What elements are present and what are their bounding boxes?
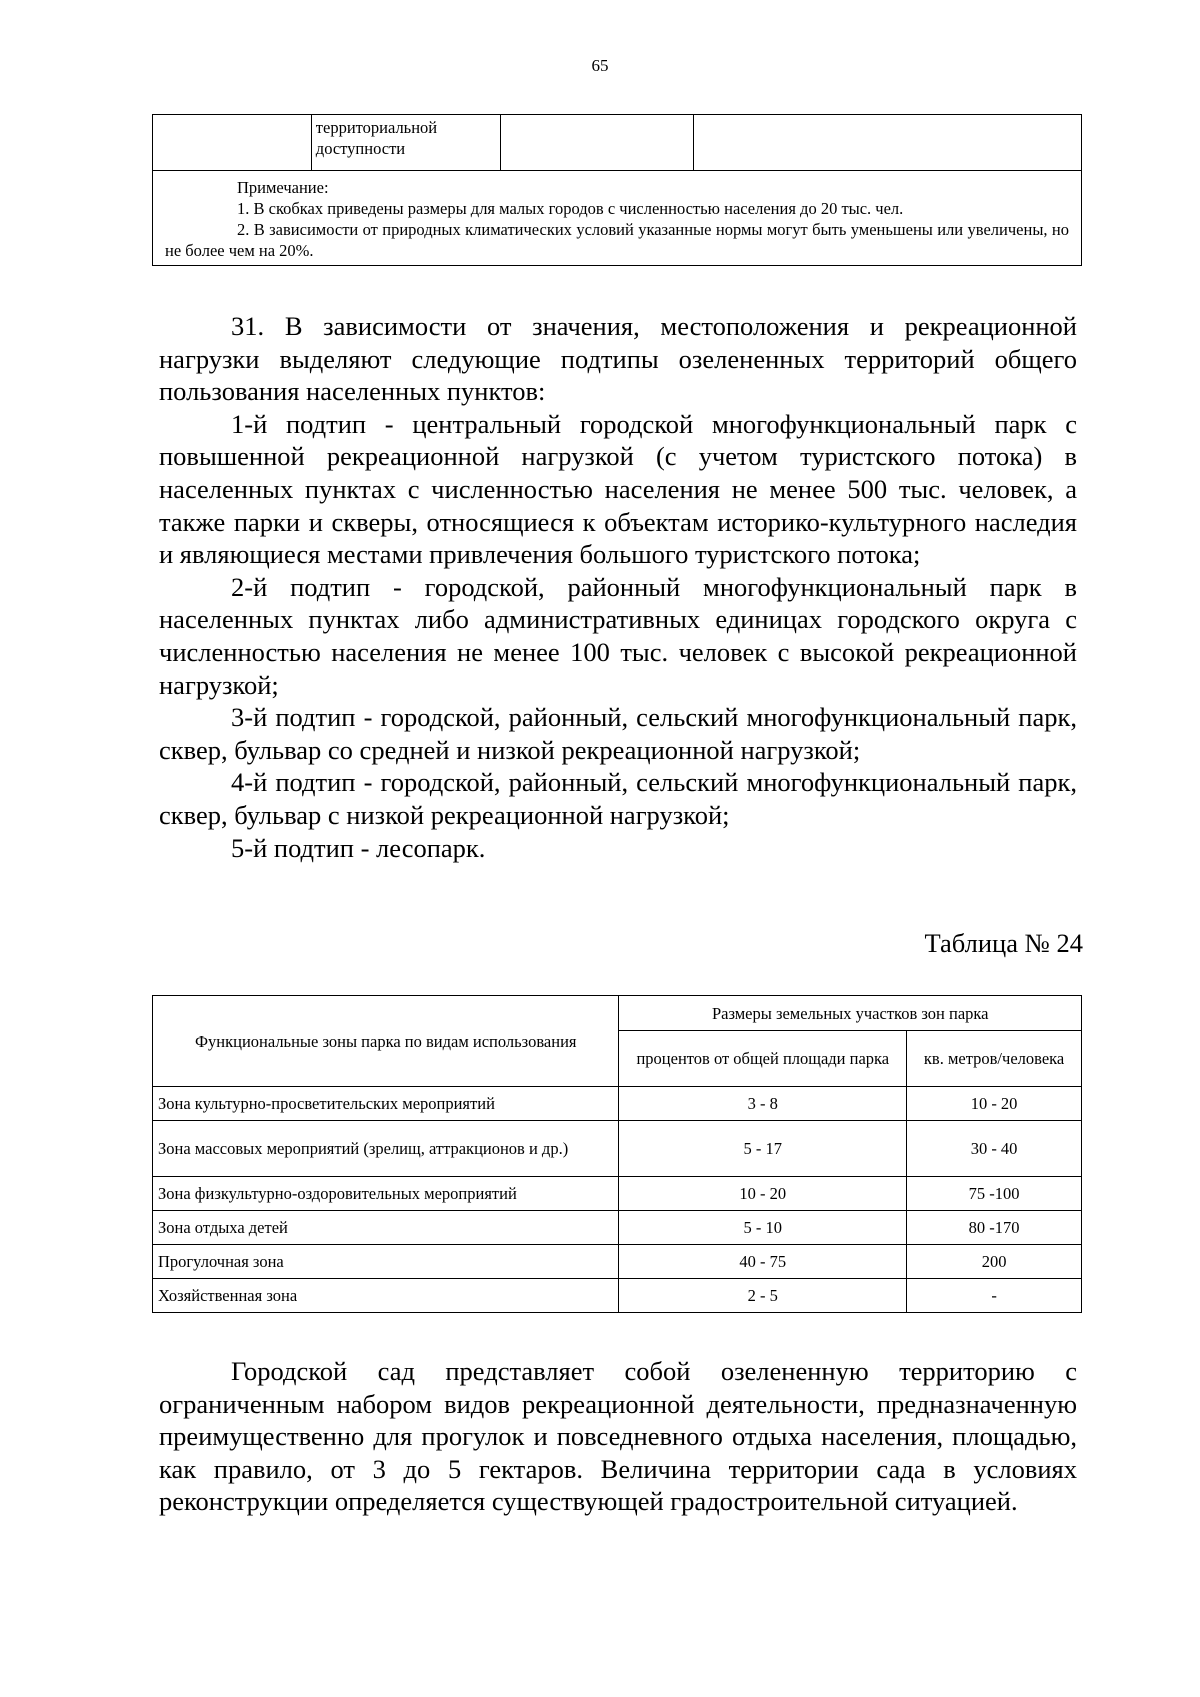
continued-table	[152, 114, 1082, 266]
paragraph-subtype-4: 4-й подтип - городской, районный, сельский многофункциональный парк, сквер, бульвар с низкой рекреационной нагрузкой;	[159, 767, 1077, 830]
percent-cell: 3 - 8	[619, 1087, 907, 1121]
zone-cell: Зона физкультурно-оздоровительных мероприятий	[153, 1177, 619, 1211]
paragraph-city-garden: Городской сад представляет собой озелененную территорию с ограниченным набором видов рекреационной деятельности, предназначенную преимущественно для прогулок и повседневного отдыха населения, площадью, как правило, от 3 до 5 гектаров. Величина территории сада в условиях реконструкции определяется существующей градостроительной ситуацией.	[159, 1356, 1077, 1517]
table-row	[153, 1177, 1082, 1211]
zone-cell: Зона отдыха детей	[153, 1211, 619, 1245]
note-line-1: 1. В скобках приведены размеры для малых городов с численностью населения до 20 тыс. чел.	[237, 199, 904, 218]
table-row	[153, 115, 1082, 171]
percent-cell: 5 - 10	[619, 1211, 907, 1245]
table-row	[153, 1087, 1082, 1121]
header-zones: Функциональные зоны парка по видам использования	[153, 996, 619, 1087]
table-24	[152, 995, 1082, 1313]
table-row	[153, 1121, 1082, 1177]
paragraph-subtype-3: 3-й подтип - городской, районный, сельский многофункциональный парк, сквер, бульвар со средней и низкой рекреационной нагрузкой;	[159, 702, 1077, 765]
page-number: 65	[591, 56, 609, 75]
header-percent: процентов от общей площади парка	[619, 1031, 907, 1087]
note-row	[153, 171, 1082, 266]
sqm-cell: 10 - 20	[907, 1087, 1082, 1121]
table-cell	[694, 115, 1082, 171]
sqm-cell: 200	[907, 1245, 1082, 1279]
note-cell	[153, 171, 1082, 266]
closing-section	[159, 1355, 1077, 1518]
sqm-cell: 30 - 40	[907, 1121, 1082, 1177]
percent-cell: 2 - 5	[619, 1279, 907, 1313]
table-cell	[500, 115, 694, 171]
table-row	[153, 1279, 1082, 1313]
table-cell	[153, 115, 312, 171]
table-cell: территориальной доступности	[311, 115, 500, 171]
note-title: Примечание:	[237, 178, 329, 197]
section-31	[159, 310, 1077, 864]
table-row	[153, 1245, 1082, 1279]
note-line-2: 2. В зависимости от природных климатических условий указанные нормы могут быть уменьшены или увеличены, но не более чем на 20%.	[165, 220, 1069, 260]
table-caption: Таблица № 24	[924, 928, 1083, 958]
sqm-cell: 75 -100	[907, 1177, 1082, 1211]
zone-cell: Зона массовых мероприятий (зрелищ, аттракционов и др.)	[153, 1121, 619, 1177]
header-sqm: кв. метров/человека	[907, 1031, 1082, 1087]
zone-cell: Хозяйственная зона	[153, 1279, 619, 1313]
paragraph-subtype-2: 2-й подтип - городской, районный многофункциональный парк в населенных пунктах либо административных единицах городского округа с численностью населения не менее 100 тыс. человек с высокой рекреационной нагрузкой;	[159, 571, 1077, 700]
header-sizes: Размеры земельных участков зон парка	[619, 996, 1082, 1031]
paragraph-subtype-5: 5-й подтип - лесопарк.	[231, 832, 486, 863]
paragraph-31-intro: 31. В зависимости от значения, местоположения и рекреационной нагрузки выделяют следующие подтипы озелененных территорий общего пользования населенных пунктов:	[159, 311, 1077, 407]
percent-cell: 40 - 75	[619, 1245, 907, 1279]
table-header-row	[153, 996, 1082, 1031]
zone-cell: Прогулочная зона	[153, 1245, 619, 1279]
percent-cell: 10 - 20	[619, 1177, 907, 1211]
zone-cell: Зона культурно-просветительских мероприятий	[153, 1087, 619, 1121]
percent-cell: 5 - 17	[619, 1121, 907, 1177]
sqm-cell: 80 -170	[907, 1211, 1082, 1245]
table-row	[153, 1211, 1082, 1245]
sqm-cell: -	[907, 1279, 1082, 1313]
paragraph-subtype-1: 1-й подтип - центральный городской многофункциональный парк с повышенной рекреационной нагрузкой (с учетом туристского потока) в населенных пунктах с численностью населения не менее 500 тыс. человек, а также парки и скверы, относящиеся к объектам историко-культурного наследия и являющиеся местами привлечения большого туристского потока;	[159, 408, 1077, 570]
